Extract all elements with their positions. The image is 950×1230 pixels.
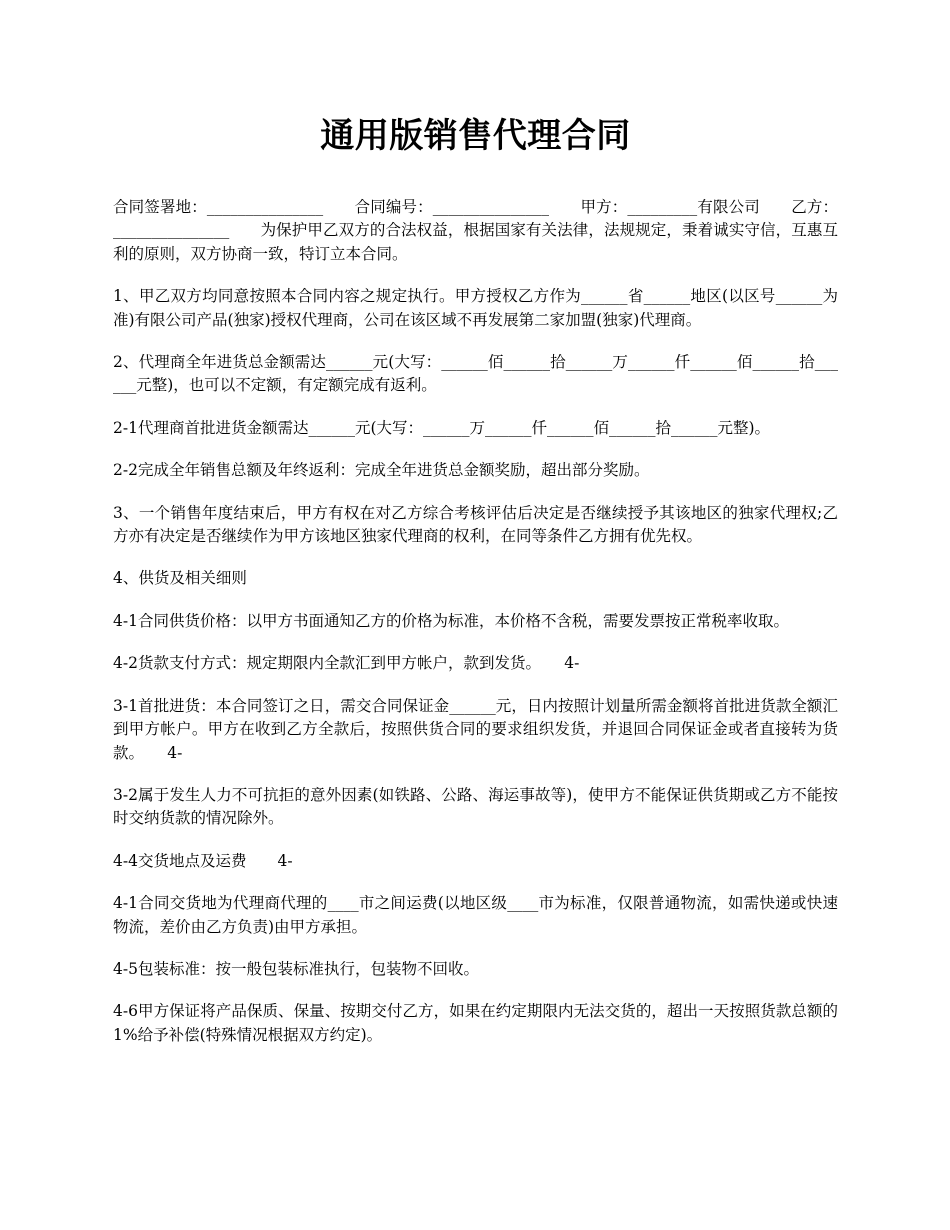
paragraph-clause-4-heading: 4、供货及相关细则 [113, 569, 247, 588]
paragraph-clause-4-6: 4-6甲方保证将产品保质、保量、按期交付乙方，如果在约定期限内无法交货的，超出一天按照货款总额的1%给予补偿(特殊情况根据双方约定)。 [113, 1002, 838, 1044]
paragraph-clause-4-2: 4-2货款支付方式：规定期限内全款汇到甲方帐户，款到发货。 4- [113, 654, 580, 673]
paragraph-clause-3-2: 3-2属于发生人力不可抗拒的意外因素(如铁路、公路、海运事故等)，使甲方不能保证供货期或乙方不能按时交纳货款的情况除外。 [113, 785, 838, 828]
paragraph-clause-4-1-delivery: 4-1合同交货地为代理商代理的____市之间运费(以地区级____市为标准，仅限普通物流，如需快递或快速物流，差价由乙方负责)由甲方承担。 [113, 894, 838, 936]
paragraph-clause-4-1: 4-1合同供货价格：以甲方书面通知乙方的价格为标准，本价格不含税，需要发票按正常税率收取。 [113, 611, 789, 630]
paragraph-clause-4-5: 4-5包装标准：按一般包装标准执行，包装物不回收。 [113, 959, 479, 978]
paragraph-clause-2-2: 2-2完成全年销售总额及年终返利：完成全年进货总金额奖励，超出部分奖励。 [113, 461, 650, 480]
paragraph-clause-3-1: 3-1首批进货：本合同签订之日，需交合同保证金______元，日内按照计划量所需金额将首批进货款全额汇到甲方帐户。甲方在收到乙方全款后，按照供货合同的要求组织发货，并退回合同保证金或者直接转为货款。 4- [113, 696, 838, 762]
paragraph-clause-2-1: 2-1代理商首批进货金额需达______元(大写：______万______仟______佰______拾______元整)。 [113, 418, 771, 437]
paragraph-preamble: 合同签署地：_______________ 合同编号：_______________ 甲方：_________有限公司 乙方：_______________ 为保护甲乙双方的合法权益，根据国家有关法律，法规规定，秉着诚实守信，互惠互利的原则，双方协商一致，特订立本合同。 [113, 198, 838, 263]
paragraph-clause-1: 1、甲乙双方均同意按照本合同内容之规定执行。甲方授权乙方作为______省______地区(以区号______为准)有限公司产品(独家)授权代理商，公司在该区域不再发展第二家加盟(独家)代理商。 [113, 287, 838, 329]
document-page [113, 110, 838, 1066]
paragraph-clause-2: 2、代理商全年进货总金额需达______元(大写：______佰______拾______万______仟______佰______拾______元整)，也可以不定额，有定额完成有返利。 [113, 353, 838, 395]
paragraph-clause-3: 3、一个销售年度结束后，甲方有权在对乙方综合考核评估后决定是否继续授予其该地区的独家代理权;乙方亦有决定是否继续作为甲方该地区独家代理商的权利，在同等条件乙方拥有优先权。 [113, 503, 838, 546]
document-title: 通用版销售代理合同 [320, 116, 631, 156]
paragraph-clause-4-4: 4-4交货地点及运费 4- [113, 851, 293, 870]
